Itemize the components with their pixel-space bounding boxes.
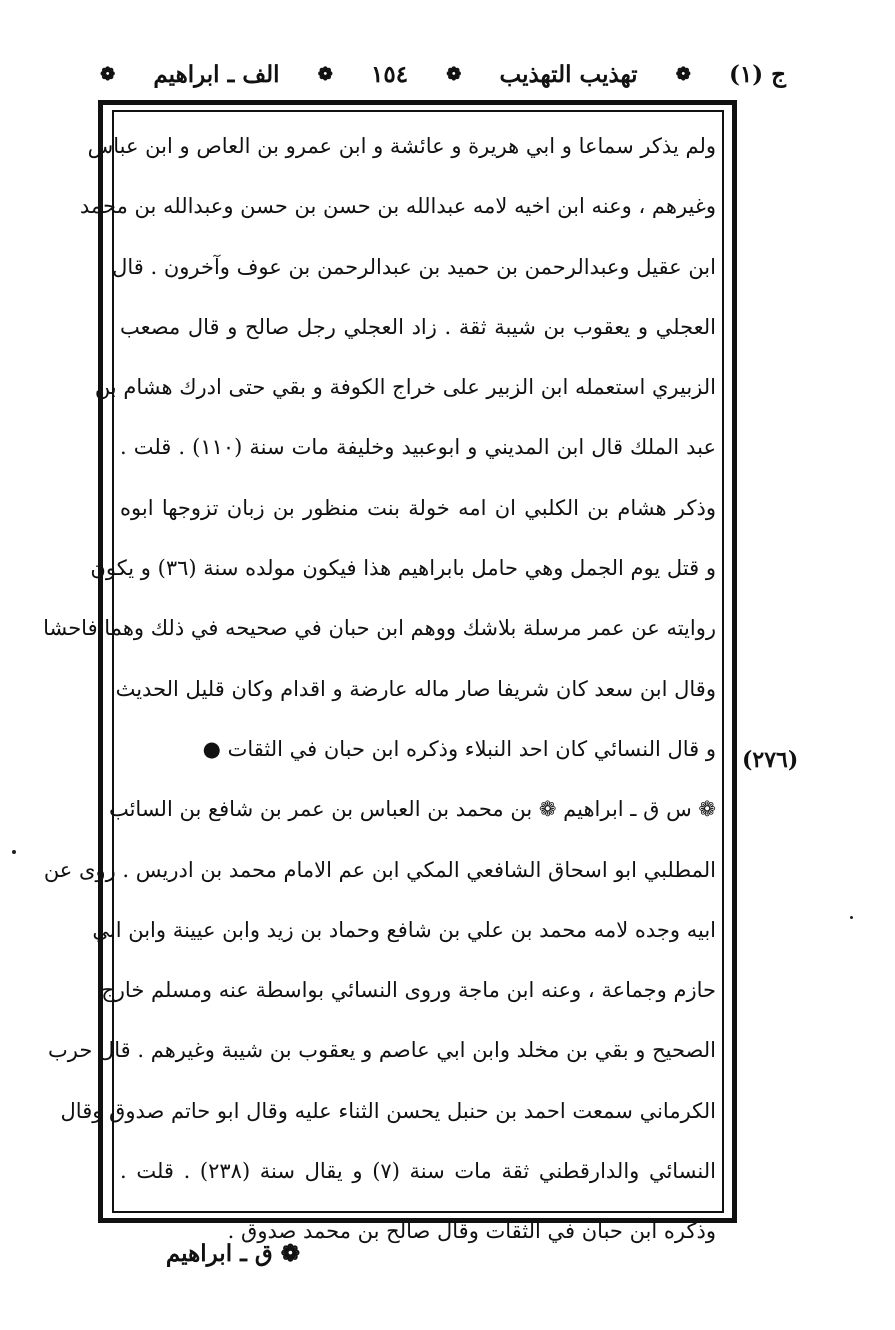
volume-label: ج (١) [729,60,786,88]
text-line: الصحيح و بقي بن مخلد وابن ابي عاصم و يعقوب بن شيبة وغيرهم . قال حرب [48,1038,716,1063]
text-line: و قال النسائي كان احد النبلاء وذكره ابن حبان في الثقات ● [202,736,716,761]
text-line: وذكر هشام بن الكلبي ان امه خولة بنت منظور بن زبان تزوجها ابوه [120,495,716,520]
text-line: روايته عن عمر مرسلة بلاشك ووهم ابن حبان في صحيحه في ذلك وهما فاحشا [43,616,716,641]
text-line: العجلي و يعقوب بن شيبة ثقة . زاد العجلي رجل صالح و قال مصعب [120,314,716,339]
text-line: الزبيري استعمله ابن الزبير على خراج الكوفة و بقي حتى ادرك هشام بن [94,375,716,400]
page-footer-catchword [160,1240,300,1267]
text-line: وقال ابن سعد كان شريفا صار ماله عارضة و اقدام وكان قليل الحديث [115,676,716,701]
text-line: ولم يذكر سماعا و ابي هريرة و عائشة و ابن عمرو بن العاص و ابن عباس [87,134,716,158]
text-body [43,116,716,1262]
section-label: الف ـ ابراهيم [153,60,280,88]
scan-speck [850,916,853,919]
book-title: تهذيب التهذيب [499,60,638,88]
page-number: ١٥٤ [370,60,409,88]
text-line: وغيرهم ، وعنه ابن اخيه لامه عبدالله بن حسن بن حسن وعبدالله بن محمد [79,194,716,219]
text-line: حازم وجماعة ، وعنه ابن ماجة وروى النسائي بواسطة عنه ومسلم خارج [101,978,716,1003]
text-line: عبد الملك قال ابن المديني و ابوعبيد وخليفة مات سنة (١١٠) . قلت . [120,435,716,460]
text-line: و قتل يوم الجمل وهي حامل بابراهيم هذا فيكون مولده سنة (٣٦) و يكون [90,556,716,581]
text-line: المطلبي ابو اسحاق الشافعي المكي ابن عم الامام محمد بن ادريس . روى عن [43,857,716,882]
ornament-icon: ❁ [280,1240,300,1267]
ornament-icon: ❁ [446,63,462,85]
text-line: النسائي والدارقطني ثقة مات سنة (٧) و يقال سنة (٢٣٨) . قلت . [120,1159,716,1184]
catchword-text: ق ـ ابراهيم [165,1240,273,1267]
scan-speck [12,850,16,854]
page-header [96,52,786,96]
ornament-icon: ❁ [100,63,116,85]
text-line: ابن عقيل وعبدالرحمن بن حميد بن عبدالرحمن بن عوف وآخرون . قال [112,254,716,279]
entry-heading-line: ❁ س ق ـ ابراهيم ❁ بن محمد بن العباس بن عمر بن شافع بن السائب [108,797,716,822]
text-line: ابيه وجده لامه محمد بن علي بن شافع وحماد بن زيد وابن عيينة وابن ابي [92,917,716,942]
ornament-icon: ❁ [675,63,691,85]
entry-number: (٢٧٦) [742,747,799,773]
ornament-icon: ❁ [317,63,333,85]
text-line: وذكره ابن حبان في الثقات وقال صالح بن محمد صدوق . [227,1219,716,1244]
text-line: الكرماني سمعت احمد بن حنبل يحسن الثناء عليه وقال ابو حاتم صدوق وقال [60,1098,716,1123]
